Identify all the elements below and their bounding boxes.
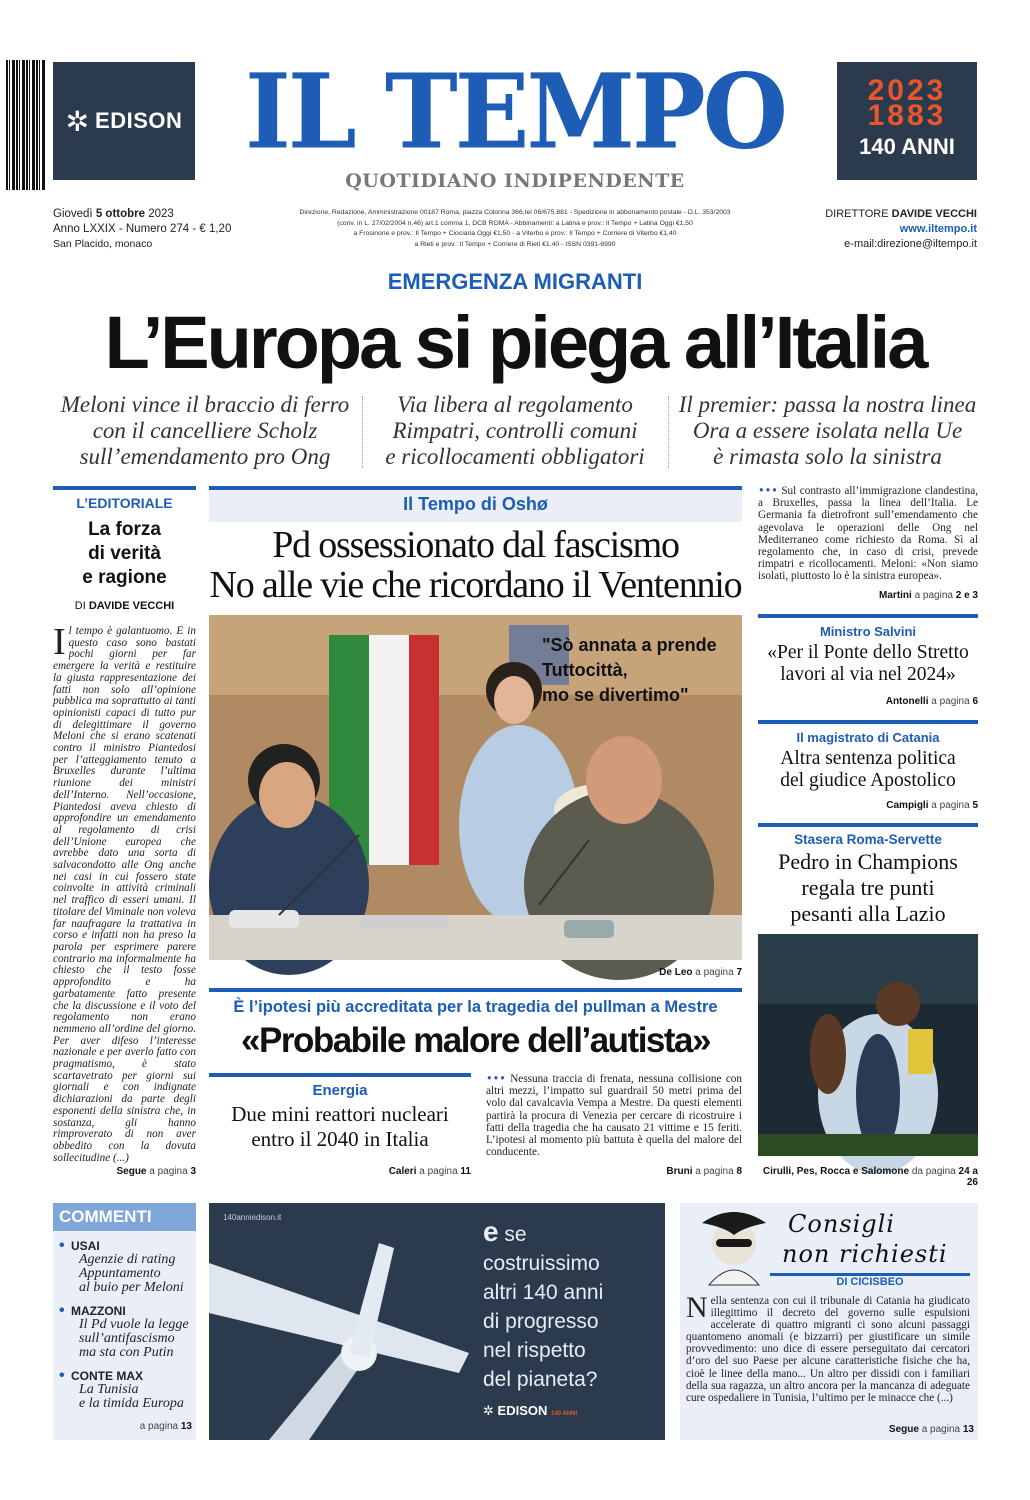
- cicisbeo-portrait-icon: [684, 1205, 774, 1285]
- ad-copy-line: del pianeta?: [483, 1368, 598, 1391]
- consigli-body: [686, 1291, 970, 1420]
- ad-brand: [483, 1403, 577, 1419]
- publisher-line-2: (conv. in L. 27/02/2004 n.46) art.1 comma 1, DCB ROMA - Abbinamenti: a Latina e prov.: Il Tempo + Latina Oggi €1,50: [337, 219, 693, 227]
- salvini-headline[interactable]: [755, 642, 981, 686]
- byline-di: DI: [74, 600, 86, 612]
- edison-logo-text: EDISON: [95, 108, 183, 133]
- editorial-title-line: di verità: [88, 543, 161, 564]
- pageref-text: a pagina: [914, 590, 953, 601]
- ad-copy-line: se: [504, 1223, 527, 1246]
- email-link[interactable]: e-mail:direzione@iltempo.it: [844, 238, 977, 250]
- sport-top-rule: [758, 823, 978, 827]
- pageref-text: a pagina: [149, 1166, 188, 1177]
- masthead-subtitle: QUOTIDIANO INDIPENDENTE: [345, 170, 685, 192]
- consigli-title-line: Consigli: [788, 1210, 895, 1238]
- comment-title-line: Il Pd vuole la legge: [79, 1317, 189, 1332]
- salvini-pageref[interactable]: [758, 696, 978, 707]
- salvini-headline-line: lavori al via nel 2024»: [780, 664, 956, 685]
- energia-top-rule: [209, 1073, 471, 1077]
- pageref-name: Campigli: [886, 800, 929, 811]
- director-name: DAVIDE VECCHI: [891, 208, 977, 220]
- pageref-page: 5: [972, 800, 978, 811]
- consigli-byline: DI CICISBEO: [836, 1276, 904, 1288]
- catania-top-rule: [758, 720, 978, 724]
- saint-of-day: San Placido, monaco: [53, 238, 153, 250]
- bullet-dots-icon: •••: [758, 484, 778, 497]
- pageref-text: a pagina: [695, 1166, 734, 1177]
- pageref-page: 8: [736, 1166, 742, 1177]
- pageref-name: Segue: [116, 1166, 147, 1177]
- pageref-page: 7: [736, 967, 742, 978]
- pageref-name: Bruni: [666, 1166, 693, 1177]
- pageref-page: 2 e 3: [955, 590, 978, 601]
- ad-brand-small: 140 ANNI: [551, 1411, 578, 1417]
- pageref-text: a pagina: [921, 1424, 961, 1435]
- comment-title-line: e la timida Europa: [79, 1396, 184, 1411]
- pageref-text: a pagina: [419, 1166, 458, 1177]
- barcode: [6, 60, 46, 190]
- mestre-top-rule: [209, 988, 742, 992]
- mestre-headline[interactable]: «Probabile malore dell’autista»: [241, 1021, 710, 1060]
- pageref-text: da pagina: [911, 1166, 956, 1177]
- lead-subhead-1-line: con il cancelliere Scholz: [92, 418, 318, 443]
- mestre-body: [486, 1073, 742, 1158]
- catania-headline-line: Altra sentenza politica: [780, 748, 956, 769]
- osho-caption: [542, 633, 742, 708]
- editorial-body: [53, 621, 196, 1164]
- right-lead-pageref[interactable]: [758, 590, 978, 601]
- comment-author: • MAZZONI: [57, 1304, 194, 1318]
- osho-kicker: Il Tempo di Oshø: [403, 494, 548, 514]
- catania-headline-line: del giudice Apostolico: [780, 770, 956, 791]
- date-prefix: Giovedì: [53, 208, 93, 220]
- comment-item[interactable]: [57, 1304, 194, 1360]
- lead-subhead-2-line: Rimpatri, controlli comuni: [392, 418, 638, 443]
- mestre-text: Nessuna traccia di frenata, nessuna collisione con altri mezzi, l’impatto sul guardrail 50 metri prima del volo dal cavalcavia Vempa a Mestre. Da questi elementi partirà la procura di Venezia per cercare di ricostruire i fatti della tragedia che ha causato 21 vittime e 15 feriti. L’ipotesi al momento più battuta è quella del malore del conducente.: [486, 1073, 742, 1159]
- director-label: DIRETTORE: [825, 208, 889, 220]
- ad-copy-line: nel rispetto: [483, 1339, 586, 1362]
- website-link[interactable]: www.iltempo.it: [899, 223, 977, 235]
- pageref-page: 11: [460, 1166, 471, 1177]
- lead-headline[interactable]: L’Europa si piega all’Italia: [104, 301, 926, 384]
- lead-subhead-3-line: Il premier: passa la nostra linea: [678, 392, 977, 417]
- publisher-line-4: a Rieti e prov.: Il Tempo + Corriere di Rieti €1,40 - ISSN 0391-6990: [414, 240, 616, 248]
- ad-copy-line: costruissimo: [483, 1252, 600, 1275]
- pageref-name: Segue: [888, 1424, 919, 1435]
- editorial-title[interactable]: [53, 518, 196, 590]
- consigli-title: [770, 1209, 978, 1269]
- lead-subhead-3-line: è rimasta solo la sinistra: [713, 444, 942, 469]
- ad-e-letter: e: [483, 1216, 499, 1247]
- publisher-info: [265, 208, 765, 250]
- osho-headline-line: No alle vie che ricordano il Ventennio: [209, 564, 742, 606]
- pageref-page: 13: [962, 1424, 974, 1435]
- catania-headline[interactable]: [755, 748, 981, 792]
- energia-pageref[interactable]: [209, 1166, 471, 1177]
- commenti-title: COMMENTI: [53, 1203, 196, 1231]
- publisher-line-1: Direzione, Redazione, Amministrazione 00187 Roma, piazza Colonna 366,tel 06/675.881 - Spedizione in abbonamento postale - D.L. 353/2003: [299, 209, 731, 216]
- ad-brand-name: EDISON: [497, 1403, 548, 1418]
- sport-kicker: Stasera Roma-Servette: [794, 832, 942, 847]
- anni-years-bottom: 1883: [867, 99, 947, 132]
- osho-caption-line: "Sò annata a prende: [542, 635, 717, 655]
- catania-kicker: Il magistrato di Catania: [796, 730, 940, 745]
- right-lead-text: Sul contrasto all’immigrazione clandestina, a Bruxelles, passa la linea dell’Italia. Le Germania fa dietrofront sull’emendamento che agevolava le operazioni delle Ong nel Mediterraneo come richiesto da Roma. Sì al regolamento che, in caso di crisi, prevede rimpatri e ricollocamenti. Meloni: «Non siamo isolati, piuttosto lo è la sinistra europea».: [758, 485, 979, 583]
- publisher-line-3: a Frosinone e prov.: Il Tempo + Ciociaria Oggi €1,50 - a Viterbo e prov.: Il Tempo + Corriere di Viterbo €1,40: [353, 230, 677, 237]
- consigli-box: [680, 1203, 978, 1440]
- editorial-dropcap: I: [53, 621, 66, 663]
- mestre-kicker: È l’ipotesi più accreditata per la tragedia del pullman a Mestre: [233, 998, 718, 1016]
- comment-item[interactable]: [57, 1369, 194, 1411]
- lead-subhead-1-line: Meloni vince il braccio di ferro: [60, 392, 350, 417]
- edison-ad-left[interactable]: [53, 62, 195, 180]
- osho-pageref[interactable]: [540, 967, 742, 978]
- masthead-title: IL TEMPO: [244, 52, 786, 173]
- lead-subhead-2: [365, 392, 665, 470]
- comment-title-line: La Tunisia: [79, 1382, 139, 1397]
- sport-photo[interactable]: [758, 934, 978, 1156]
- comment-item[interactable]: [57, 1239, 194, 1295]
- subhead-divider: [668, 396, 669, 468]
- mestre-pageref[interactable]: [486, 1166, 742, 1177]
- energia-headline-line: Due mini reattori nucleari: [231, 1102, 449, 1126]
- lead-subhead-2-line: e ricollocamenti obbligatori: [385, 444, 645, 469]
- ad-url[interactable]: 140anniedison.it: [223, 1213, 282, 1222]
- osho-headline-line: Pd ossessionato dal fascismo: [272, 524, 679, 566]
- energia-headline[interactable]: [205, 1102, 475, 1152]
- pageref-name: Martini: [879, 590, 912, 601]
- right-lead-body: [758, 485, 978, 583]
- date-year: 2023: [148, 208, 174, 220]
- lead-subhead-1: [50, 392, 360, 470]
- pageref-text: a pagina: [139, 1421, 179, 1432]
- ad-copy: [483, 1217, 663, 1394]
- lead-kicker: EMERGENZA MIGRANTI: [387, 269, 643, 294]
- pageref-text: a pagina: [931, 696, 970, 707]
- comment-title-line: sull’antifascismo: [79, 1331, 175, 1346]
- editorial-top-rule: [53, 486, 196, 490]
- editorial-kicker: L’EDITORIALE: [76, 495, 173, 511]
- consigli-text: ella sentenza con cui il tribunale di Catania ha giudicato illegittimo il decreto del governo sulle espulsioni accelerate di quattro migranti ci sono alcuni passaggi quantomeno anomali (e bizzarri) per giustificare un simile provvedimento: uno dice di essere perseguitato dai cercatori d’oro del suo Paese per alcune caratteristiche fisiche che ha, cioè le linee della mano... Un altro per dissidi con i familiari della sua ragazza, un altro ancora per la mancanza di adeguate cure ospedaliere in Tunisia, l’ultimo per le minacce che (...): [686, 1295, 970, 1404]
- comment-title-line: Agenzie di rating: [79, 1252, 176, 1267]
- consigli-title-line: non richiesti: [782, 1240, 948, 1268]
- lead-subhead-2-line: Via libera al regolamento: [397, 392, 633, 417]
- osho-photo[interactable]: [209, 615, 742, 960]
- editorial-title-line: La forza: [88, 519, 161, 540]
- consigli-dropcap: N: [686, 1291, 708, 1324]
- commenti-pageref[interactable]: [53, 1421, 192, 1432]
- salvini-kicker: Ministro Salvini: [819, 624, 917, 639]
- osho-caption-line: Tuttocittà,: [542, 660, 628, 680]
- editorial-pageref[interactable]: [53, 1166, 196, 1177]
- editorial-title-line: e ragione: [82, 567, 167, 588]
- pageref-name: Caleri: [388, 1166, 417, 1177]
- anniversary-ad-right[interactable]: [837, 62, 977, 180]
- energia-kicker: Energia: [312, 1082, 368, 1099]
- comment-title-line: Appuntamento: [79, 1266, 161, 1281]
- ad-copy-line: di progresso: [483, 1310, 599, 1333]
- pageref-text: a pagina: [931, 800, 970, 811]
- pageref-page: 6: [972, 696, 978, 707]
- anni-label: 140 ANNI: [859, 134, 955, 159]
- editorial-byline: [53, 600, 196, 612]
- pageref-name: Cirulli, Pes, Rocca e Salomone: [762, 1166, 910, 1177]
- catania-pageref[interactable]: [758, 800, 978, 811]
- sport-headline-line: Pedro in Champions: [778, 849, 958, 874]
- sport-headline-line: regala tre punti: [801, 875, 935, 900]
- energia-headline-line: entro il 2040 in Italia: [251, 1127, 429, 1151]
- pageref-page: 13: [180, 1421, 192, 1432]
- issue-number: Anno LXXIX - Numero 274 - € 1,20: [53, 223, 232, 235]
- salvini-top-rule: [758, 614, 978, 618]
- osho-caption-line: mo se divertimo": [542, 685, 689, 705]
- issue-info: [53, 207, 253, 252]
- lead-subhead-3: [670, 392, 985, 470]
- bullet-dots-icon: •••: [486, 1072, 506, 1085]
- subhead-divider: [362, 396, 363, 468]
- football-player-image: [758, 934, 978, 1156]
- lead-subhead-3-line: Ora a essere isolata nella Ue: [692, 418, 963, 443]
- pageref-page: 24 a 26: [958, 1166, 978, 1188]
- commenti-box: [53, 1203, 196, 1440]
- edison-logo-icon: ✲: [483, 1404, 494, 1419]
- pageref-page: 3: [190, 1166, 196, 1177]
- osho-headline[interactable]: [205, 525, 746, 605]
- date-bold: 5 ottobre: [95, 208, 146, 220]
- editorial-text: l tempo è galantuomo. E in questo caso sono bastati pochi giorni per far emergere la verità e restituire la giusta rappresentazione dei fatti non solo all’opinione pubblica ma soprattutto ai tanti opinionisti capaci di tutto pur di delegittimare il governo Meloni che si erano scatenati contro il ministro Piantedosi per l’atteggiamento tenuto a Bruxelles durante l’ultima riunione dei ministri dell’Interno. Nell’occasione, Piantedosi aveva chiesto di approfondire un emendamento al regolamento di crisi dell’Unione europea che avrebbe dato una sorta di salvacondotto alle Ong anche nei casi in cui fossero state coinvolte in attività criminali nel traffico di esseri umani. Il titolare del Viminale non voleva far naufragare la trattativa in corso e infatti non ha preso la parola per esprimere parere contrario ma informalmente ha chiesto che il testo fosse approfondito e ha garbatamente fatto presente che la discussione e il voto del regolamento non erano nemmeno all’ordine del giorno. Per aver difeso l’interesse nazionale e per averlo fatto con pragmatismo, è stato scartavetrato per giorni sui giornali e con indignate dichiarazioni da parte degli esponenti della sinistra che, in sostanza, gli hanno rimproverato di non aver obbedito con la dovuta sollecitudine (...): [53, 625, 196, 1164]
- ad-copy-line: altri 140 anni: [483, 1281, 604, 1304]
- sport-headline-line: pesanti alla Lazio: [790, 901, 946, 926]
- consigli-pageref[interactable]: [680, 1424, 974, 1435]
- sport-pageref[interactable]: [758, 1166, 978, 1188]
- salvini-headline-line: «Per il Ponte dello Stretto: [767, 642, 969, 663]
- comment-author: • USAI: [57, 1239, 194, 1253]
- sport-headline[interactable]: [755, 849, 981, 927]
- edison-logo-icon: ✲: [65, 104, 90, 138]
- lead-subhead-1-line: sull’emendamento pro Ong: [79, 444, 331, 469]
- byline-name: DAVIDE VECCHI: [88, 600, 175, 612]
- pageref-text: a pagina: [695, 967, 734, 978]
- comment-title-line: ma sta con Putin: [79, 1345, 174, 1360]
- comment-author: • CONTE MAX: [57, 1369, 194, 1383]
- director-info: [800, 207, 977, 252]
- edison-ad-banner[interactable]: [209, 1203, 665, 1440]
- pageref-name: Antonelli: [885, 696, 929, 707]
- pageref-name: De Leo: [659, 967, 693, 978]
- comment-title-line: al buio per Meloni: [79, 1280, 184, 1295]
- anni-years-top: 2023: [867, 74, 947, 107]
